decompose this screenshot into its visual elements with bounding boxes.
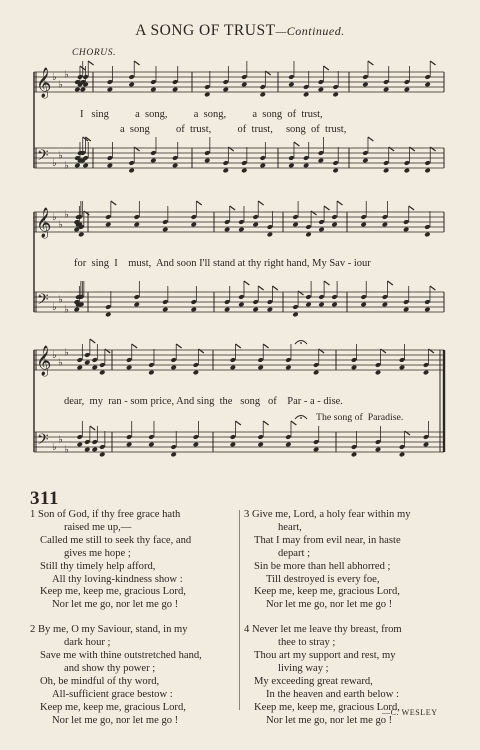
note-head (223, 168, 229, 174)
note-head (292, 312, 298, 318)
note-head (424, 307, 430, 313)
lyrics-system-3-bottom: The song of Paradise. (316, 412, 404, 423)
verse-line: Called me still to seek thy face, and (40, 534, 192, 546)
verse-line: dark hour ; (64, 637, 111, 649)
note-head (403, 227, 409, 233)
note-flag (244, 281, 249, 285)
note-flag (430, 61, 435, 65)
note-head (92, 447, 98, 453)
verse-line: depart ; (278, 547, 311, 559)
verse-line: In the heaven and earth below : (266, 688, 399, 700)
note-head (252, 222, 258, 228)
note-flag (235, 421, 240, 425)
note-head (313, 370, 319, 376)
flat-sign: ♭ (64, 209, 69, 221)
verse-3 (244, 509, 454, 612)
note-head (193, 442, 199, 448)
treble-clef: 𝄞 (36, 346, 52, 376)
note-flag (263, 421, 268, 425)
note-head (252, 307, 258, 313)
note-head (285, 365, 291, 371)
note-head (332, 168, 338, 174)
flat-sign: ♭ (52, 302, 57, 313)
note-head (267, 232, 273, 238)
verse-2 (30, 624, 235, 727)
note-head (128, 82, 134, 88)
flat-sign: ♭ (52, 72, 57, 83)
note-head (375, 370, 381, 376)
note-head (204, 92, 210, 98)
note-head (82, 163, 88, 169)
note-head (170, 452, 176, 458)
flat-sign: ♭ (64, 444, 69, 456)
note-head (305, 232, 311, 238)
author-credit: —C. WESLEY (382, 708, 438, 717)
note-head (424, 82, 430, 88)
note-head (162, 307, 168, 313)
note-flag (134, 61, 139, 65)
note-head (224, 227, 230, 233)
note-flag (258, 286, 263, 290)
column-divider (239, 510, 240, 710)
note-head (288, 163, 294, 169)
note-flag (337, 201, 342, 205)
treble-clef: 𝄞 (36, 68, 52, 98)
note-flag (324, 206, 329, 210)
note-head (191, 222, 197, 228)
note-head (134, 302, 140, 308)
title-continued: —Continued. (275, 24, 345, 38)
note-head (241, 168, 247, 174)
note-flag (132, 344, 137, 348)
note-head (318, 227, 324, 233)
note-head (74, 163, 80, 169)
note-head (260, 163, 266, 169)
verse-line: gives me hope ; (64, 547, 131, 559)
title-text: A SONG OF TRUST (135, 22, 276, 39)
note-head (360, 222, 366, 228)
flat-sign: ♭ (52, 350, 57, 361)
note-flag (368, 137, 373, 141)
note-flag (88, 61, 93, 65)
note-head (404, 87, 410, 93)
flat-sign: ♭ (52, 158, 57, 169)
verse-line: 4 Never let me leave thy breast, from (244, 624, 402, 636)
verse-line: Keep me, keep me, gracious Lord, (40, 701, 186, 713)
verse-line: Sin be more than hell abhorred ; (254, 560, 391, 572)
note-flag (324, 281, 329, 285)
flat-sign: ♭ (64, 304, 69, 316)
note-head (423, 370, 429, 376)
note-head (224, 307, 230, 313)
note-flag (258, 201, 263, 205)
flat-sign: ♭ (64, 160, 69, 172)
note-head (238, 302, 244, 308)
note-head (170, 365, 176, 371)
note-head (162, 227, 168, 233)
note-head (331, 302, 337, 308)
note-head (80, 87, 86, 93)
verse-line: All-sufficient grace bestow : (52, 688, 173, 700)
flat-sign: ♭ (58, 79, 63, 91)
flat-sign: ♭ (58, 357, 63, 369)
verse-line: My exceeding great reward, (254, 675, 373, 687)
note-head (223, 87, 229, 93)
verse-line: Nor let me go, nor let me go ! (266, 714, 393, 726)
note-flag (263, 344, 268, 348)
hymn-number: 311 (30, 488, 59, 509)
note-flag (272, 286, 277, 290)
verse-line: Thou art my support and rest, my (254, 650, 396, 662)
note-head (77, 365, 83, 371)
flat-sign: ♭ (52, 212, 57, 223)
note-flag (235, 344, 240, 348)
note-head (78, 232, 84, 238)
bass-clef: 𝄢 (37, 147, 49, 168)
note-head (126, 442, 132, 448)
note-head (84, 360, 90, 366)
note-head (74, 307, 80, 313)
note-head (126, 365, 132, 371)
note-head (105, 222, 111, 228)
note-head (383, 87, 389, 93)
note-head (230, 365, 236, 371)
flat-sign: ♭ (58, 219, 63, 231)
note-head (313, 447, 319, 453)
verse-line: living way ; (278, 662, 329, 674)
note-head (84, 447, 90, 453)
flat-sign: ♭ (52, 442, 57, 453)
note-head (292, 222, 298, 228)
note-head (238, 227, 244, 233)
note-head (107, 87, 113, 93)
note-head (318, 158, 324, 164)
verses-left-column (30, 509, 235, 728)
verse-line: and show thy power ; (64, 662, 156, 674)
verse-line: Oh, be mindful of thy word, (40, 675, 160, 687)
note-head (423, 442, 429, 448)
note-head (360, 302, 366, 308)
lyrics-system-1-bottom: a song of trust, of trust, song of trust, (120, 124, 347, 135)
note-head (303, 163, 309, 169)
note-flag (90, 339, 95, 343)
note-head (424, 232, 430, 238)
note-flag (111, 201, 116, 205)
treble-clef: 𝄞 (36, 208, 52, 238)
note-head (305, 302, 311, 308)
note-flag (176, 344, 181, 348)
note-head (257, 442, 263, 448)
note-flag (387, 281, 392, 285)
note-head (362, 82, 368, 88)
verses-right-column (244, 509, 454, 728)
note-flag (294, 142, 299, 146)
note-head (399, 452, 405, 458)
note-head (260, 92, 266, 98)
note-head (241, 82, 247, 88)
verse-line: Till destroyed is every foe, (266, 573, 380, 585)
flat-sign: ♭ (64, 347, 69, 359)
verse-line: That I may from evil near, in haste (254, 534, 401, 546)
note-head (288, 82, 294, 88)
note-flag (430, 286, 435, 290)
note-flag (230, 206, 235, 210)
fermata-dot (300, 342, 302, 344)
flat-sign: ♭ (58, 150, 63, 162)
note-head (172, 87, 178, 93)
note-head (424, 168, 430, 174)
verse-line: Still thy timely help afford, (40, 560, 156, 572)
note-head (99, 452, 105, 458)
note-head (148, 370, 154, 376)
verse-line: Nor let me go, nor let me go ! (52, 599, 179, 611)
verse-line: thee to stray ; (278, 637, 336, 649)
note-head (74, 87, 80, 93)
verse-line: Save me with thine outstretched hand, (40, 650, 202, 662)
verse-line: Keep me, keep me, gracious Lord, (254, 586, 400, 598)
note-head (403, 307, 409, 313)
note-head (382, 302, 388, 308)
note-head (92, 365, 98, 371)
note-head (172, 163, 178, 169)
note-head (362, 158, 368, 164)
note-flag (90, 426, 95, 430)
note-head (318, 302, 324, 308)
note-head (134, 222, 140, 228)
note-head (257, 365, 263, 371)
note-head (351, 365, 357, 371)
note-flag (196, 201, 201, 205)
note-head (128, 168, 134, 174)
verse-line: Keep me, keep me, gracious Lord, (254, 701, 400, 713)
note-head (375, 447, 381, 453)
note-head (404, 168, 410, 174)
verse-line: 2 By me, O my Saviour, stand, in my (30, 624, 188, 636)
note-head (351, 452, 357, 458)
note-head (150, 87, 156, 93)
note-head (383, 168, 389, 174)
bass-clef: 𝄢 (37, 291, 49, 312)
verse-line: heart, (278, 521, 302, 533)
note-flag (291, 421, 296, 425)
note-head (267, 307, 273, 313)
note-head (150, 158, 156, 164)
flat-sign: ♭ (64, 69, 69, 81)
note-head (204, 158, 210, 164)
note-head (99, 370, 105, 376)
verse-line: Nor let me go, nor let me go ! (52, 714, 179, 726)
chorus-label: CHORUS. (72, 48, 117, 58)
verse-line: 1 Son of God, if thy free grace hath (30, 509, 181, 520)
note-head (285, 442, 291, 448)
note-head (193, 370, 199, 376)
note-head (382, 222, 388, 228)
verse-1 (30, 509, 235, 612)
note-head (77, 442, 83, 448)
lyrics-system-2: for sing I must, And soon I'll stand at thy right hand, My Sav - iour (74, 258, 371, 269)
verse-line: 3 Give me, Lord, a holy fear within my (244, 509, 411, 520)
note-head (107, 163, 113, 169)
note-head (105, 312, 111, 318)
note-flag (368, 61, 373, 65)
flat-sign: ♭ (58, 434, 63, 446)
flat-sign: ♭ (58, 294, 63, 306)
bass-clef: 𝄢 (37, 431, 49, 452)
fermata-dot (300, 417, 302, 419)
note-head (332, 92, 338, 98)
verse-line: All thy loving-kindness show : (52, 573, 183, 585)
verse-line: Nor let me go, nor let me go ! (266, 599, 393, 611)
note-head (303, 92, 309, 98)
note-head (331, 222, 337, 228)
note-head (399, 365, 405, 371)
note-flag (323, 66, 328, 70)
note-head (148, 442, 154, 448)
lyrics-system-3-top: dear, my ran - som price, And sing the song of Par - a - dise. (64, 396, 343, 407)
verse-line: raised me up,— (64, 521, 132, 533)
verse-line: Keep me, keep me, gracious Lord, (40, 586, 186, 598)
note-head (191, 307, 197, 313)
note-head (230, 442, 236, 448)
note-flag (409, 206, 414, 210)
lyrics-system-1-top: I sing a song, a song, a song of trust, (80, 109, 323, 120)
note-head (318, 87, 324, 93)
